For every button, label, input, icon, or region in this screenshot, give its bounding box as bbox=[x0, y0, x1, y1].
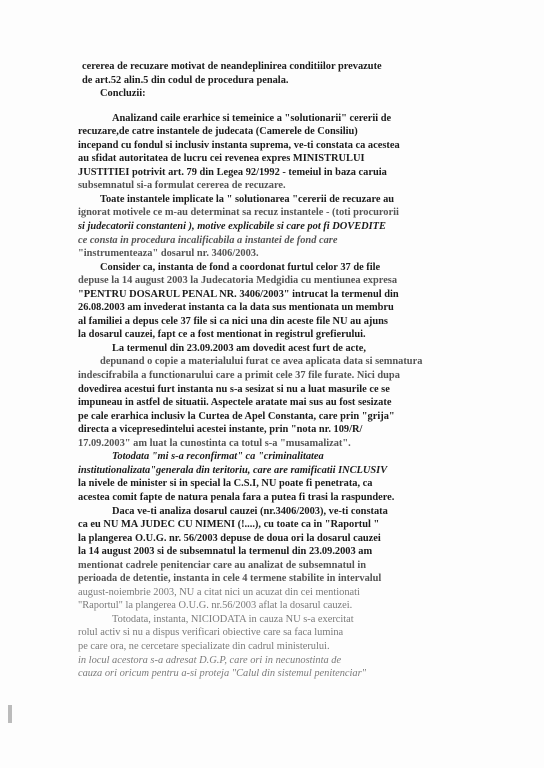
text-line: JUSTITIEI potrivit art. 79 din Legea 92/1992 - temeiul in baza caruia bbox=[78, 166, 387, 178]
text-line: august-noiembrie 2003, NU a citat nici un acuzat din cei mentionati bbox=[78, 586, 360, 598]
text-line: cauza ori oricum pentru a-si proteja "Calul din sistemul penitenciar" bbox=[78, 668, 367, 680]
text-line: in locul acestora s-a adresat D.G.P, care ori in necunostinta de bbox=[78, 654, 342, 666]
text-line: cererea de recuzare motivat de neandeplinirea conditiilor prevazute bbox=[82, 61, 382, 72]
text-line: "Raportul" la plangerea O.U.G. nr.56/2003 aflat la dosarul cauzei. bbox=[78, 600, 353, 612]
text-line: subsemnatul si-a formulat cererea de recuzare. bbox=[78, 180, 286, 192]
text-line: depuse la 14 august 2003 la Judecatoria Medgidia cu mentiunea expresa bbox=[78, 275, 398, 287]
text-line: dovedirea acestui furt instanta nu s-a sesizat si nu a luat masurile ce se bbox=[78, 383, 390, 395]
text-line: directa a vicepresedintelui acestei instante, prin "nota nr. 109/R/ bbox=[78, 424, 363, 436]
text-line: incepand cu fondul si inclusiv instanta suprema, ve-ti constata ca acestea bbox=[78, 139, 400, 151]
text-line: acestea comit fapte de natura penala fara a putea fi trasi la raspundere. bbox=[78, 491, 395, 503]
text-line: 17.09.2003" am luat la cunostinta ca totul s-a "musamalizat". bbox=[78, 437, 351, 449]
text-line: de art.52 alin.5 din codul de procedura penala. bbox=[82, 74, 289, 86]
text-line: Toate instantele implicate la " solutionarea "cererii de recuzare au bbox=[100, 193, 395, 205]
text-line: "PENTRU DOSARUL PENAL NR. 3406/2003" intrucat la termenul din bbox=[78, 288, 399, 300]
text-line: Consider ca, instanta de fond a coordonat furtul celor 37 de file bbox=[100, 261, 381, 273]
text-line: la dosarul cauzei, fapt ce a fost mentionat in registrul grefierului. bbox=[78, 329, 366, 341]
text-line: mentionat cadrele penitenciar care au analizat de subsemnatul in bbox=[78, 559, 367, 571]
text-line: si judecatorii constanteni ), motive explicabile si care pot fi DOVEDITE bbox=[78, 221, 386, 233]
text-line: 26.08.2003 am invederat instanta ca la data sus mentionata un membru bbox=[78, 302, 394, 314]
section-heading: Concluzii: bbox=[100, 88, 146, 100]
text-line: Totodata, instanta, NICIODATA in cauza NU s-a exercitat bbox=[112, 613, 354, 625]
text-line: depunand o copie a materialului furat ce avea aplicata data si semnatura bbox=[100, 356, 423, 368]
text-line: la nivele de minister si in special la C.S.I, NU poate fi penetrata, ca bbox=[78, 478, 373, 490]
text-line: la plangerea O.U.G. nr. 56/2003 depuse de doua ori la dosarul cauzei bbox=[78, 532, 381, 544]
text-line: indescifrabila a functionarului care a primit cele 37 file furate. Nici dupa bbox=[78, 370, 400, 382]
text-line: Analizand caile erarhice si temeinice a "solutionarii" cererii de bbox=[112, 112, 392, 124]
text-line: pe cale erarhica inclusiv la Curtea de Apel Constanta, care prin "grija" bbox=[78, 410, 395, 422]
text-line: impuneau in astfel de situatii. Aspectele aratate mai sus au fost sesizate bbox=[78, 397, 392, 409]
text-line: pe care ora, ne cercetare specializate din cadrul ministerului. bbox=[78, 640, 330, 652]
text-line: perioada de detentie, instanta in cele 4 termene stabilite in intervalul bbox=[78, 573, 382, 585]
text-line: ca eu NU MA JUDEC CU NIMENI (!....), cu toate ca in "Raportul " bbox=[78, 519, 380, 531]
text-line: au sfidat autoritatea de lucru cei revenea expres MINISTRULUI bbox=[78, 153, 365, 165]
text-line: al familiei a depus cele 37 file si ca nici una din aceste file NU au ajuns bbox=[78, 315, 388, 327]
text-line: "instrumenteaza" dosarul nr. 3406/2003. bbox=[78, 248, 259, 260]
text-line: La termenul din 23.09.2003 am dovedit acest furt de acte, bbox=[112, 342, 366, 354]
text-line: la 14 august 2003 si de subsemnatul la termenul din 23.09.2003 am bbox=[78, 546, 373, 558]
text-line: institutionalizata"generala din teritoriu, care are ramificatii INCLUSIV bbox=[78, 464, 388, 476]
text-line: Totodata "mi s-a reconfirmat" ca "criminalitatea bbox=[112, 451, 324, 463]
text-line: ignorat motivele ce m-au determinat sa recuz instantele - (toti procurorii bbox=[78, 207, 399, 219]
document-body bbox=[78, 60, 498, 681]
text-line: ce consta in procedura incalificabila a instantei de fond care bbox=[78, 234, 338, 246]
text-line: rolul activ si nu a dispus verificari obiective care sa faca lumina bbox=[78, 627, 344, 639]
scan-artifact bbox=[8, 705, 12, 723]
text-line: recuzare,de catre instantele de judecata (Camerele de Consiliu) bbox=[78, 126, 358, 138]
text-line: Daca ve-ti analiza dosarul cauzei (nr.3406/2003), ve-ti constata bbox=[112, 505, 388, 517]
